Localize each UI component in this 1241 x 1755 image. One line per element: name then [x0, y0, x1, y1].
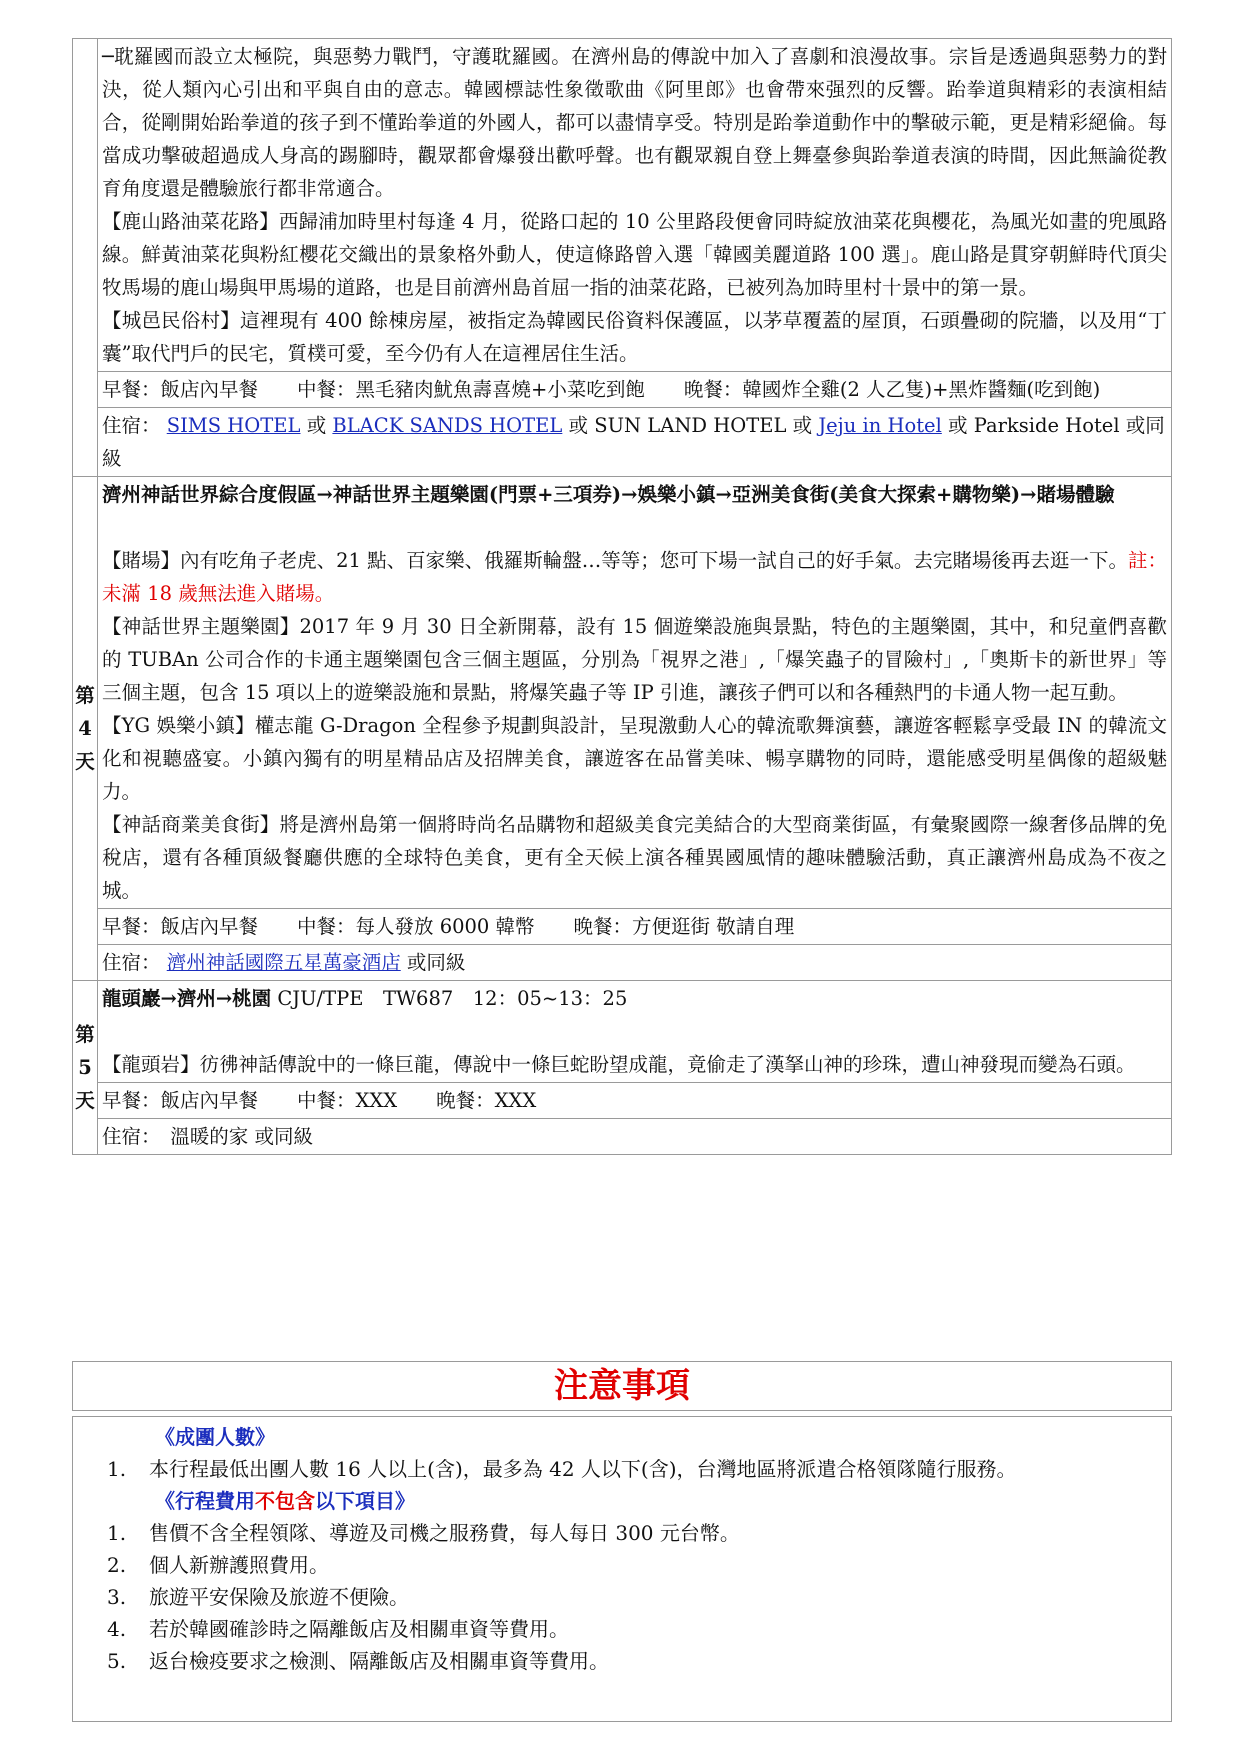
list-number: 3.: [107, 1585, 127, 1609]
day4-label-cell: [73, 477, 98, 981]
list-number: 1.: [107, 1521, 127, 1545]
day5-route-line: [102, 982, 1167, 1015]
list-text: 旅遊平安保險及旅遊不便險。: [149, 1585, 409, 1609]
list-text: 若於韓國確診時之隔離飯店及相關車資等費用。: [149, 1617, 569, 1641]
list-number: 4.: [107, 1617, 127, 1641]
hotel-suffix: 或 Parkside Hotel 或同級: [102, 414, 1165, 470]
hotel-link-black-sands[interactable]: BLACK SANDS HOTEL: [332, 414, 563, 437]
day4-label-char: 第: [75, 684, 95, 707]
day3-hotel: [98, 408, 1172, 477]
day5-label-char: 第: [75, 1023, 95, 1046]
day5-meals: 早餐：飯店內早餐 中餐：XXX 晚餐：XXX: [98, 1083, 1172, 1119]
list-item: [73, 1453, 1171, 1485]
list-number: 5.: [107, 1649, 127, 1673]
list-text: 售價不含全程領隊、導遊及司機之服務費，每人每日 300 元台幣。: [149, 1521, 740, 1545]
hotel-prefix: 住宿：: [102, 414, 161, 437]
day4-meals: 早餐：飯店內早餐 中餐：每人發放 6000 韓幣 晚餐：方便逛街 敬請自理: [98, 909, 1172, 945]
day3-label-cell: [73, 39, 98, 477]
list-item: [73, 1581, 1171, 1613]
group-size-heading: 《成團人數》: [155, 1425, 275, 1449]
day4-paragraph-casino: [102, 544, 1167, 610]
list-item: [73, 1517, 1171, 1549]
itinerary-table: [72, 38, 1172, 1155]
day3-paragraph-folk-village: 【城邑民俗村】這裡現有 400 餘棟房屋，被指定為韓國民俗資料保護區，以茅草覆蓋的屋頂，石頭疊砌的院牆，以及用“丁囊”取代門戶的民宅，質樸可愛，至今仍有人在這裡居住生活。: [102, 309, 1167, 365]
day5-content-cell: [98, 981, 1172, 1083]
list-number: 1.: [107, 1457, 127, 1481]
day3-meals-row: [73, 372, 1172, 408]
day4-hotel: [98, 945, 1172, 981]
day5-hotel: 住宿： 溫暖的家 或同級: [98, 1119, 1172, 1155]
heading-part: 以下項目》: [315, 1489, 415, 1513]
day5-meals-row: [73, 1083, 1172, 1119]
notice-body: [72, 1416, 1172, 1722]
list-text: 個人新辦護照費用。: [149, 1553, 329, 1577]
list-item: [73, 1549, 1171, 1581]
hotel-prefix: 住宿：: [102, 951, 161, 974]
spacer: [102, 511, 1167, 544]
day5-label-cell: [73, 981, 98, 1155]
list-number: 2.: [107, 1553, 127, 1577]
heading-part: 《行程費用: [155, 1489, 255, 1513]
day4-content-row: [73, 477, 1172, 909]
hotel-separator: 或: [300, 414, 333, 437]
casino-age-note: 註：未滿 18 歲無法進入賭場。: [102, 549, 1167, 605]
group-size-list: [73, 1453, 1171, 1485]
day3-content-row: [73, 39, 1172, 372]
itinerary-page: [72, 38, 1172, 1155]
notice-title: 注意事項: [72, 1361, 1172, 1411]
excluded-costs-heading: [155, 1485, 1171, 1517]
hotel-link-sims[interactable]: SIMS HOTEL: [166, 414, 301, 437]
day4-label-num: 4: [78, 717, 92, 740]
day3-paragraph-canola-road: 【鹿山路油菜花路】西歸浦加時里村每逢 4 月，從路口起的 10 公里路段便會同時綻放油菜花與櫻花，為風光如畫的兜風路線。鮮黃油菜花與粉紅櫻花交織出的景象格外動人，使這條路曾入選「韓國美麗道路 100 選」。鹿山路是貫穿朝鮮時代頂尖牧馬場的鹿山場與甲馬場的道路，也是目前濟州島首屈一指的油菜花路，已被列為加時里村十景中的第一景。: [102, 210, 1167, 299]
hotel-suffix: 或同級: [400, 951, 466, 974]
day4-content-cell: [98, 477, 1172, 909]
day5-route: 龍頭巖→濟州→桃園: [102, 987, 272, 1010]
list-text: 本行程最低出團人數 16 人以上(含)，最多為 42 人以下(含)，台灣地區將派遣合格領隊隨行服務。: [149, 1457, 1017, 1481]
day5-paragraph-dragon-rock: 【龍頭岩】彷彿神話傳說中的一條巨龍，傳說中一條巨蛇盼望成龍，竟偷走了漢拏山神的珍珠，遭山神發現而變為石頭。: [102, 1053, 1136, 1076]
day5-hotel-row: [73, 1119, 1172, 1155]
day5-content-row: [73, 981, 1172, 1083]
day5-label-char: 天: [75, 1089, 95, 1112]
day3-meals: 早餐：飯店內早餐 中餐：黑毛豬肉魷魚壽喜燒+小菜吃到飽 晚餐：韓國炸全雞(2 人乙隻)+黑炸醬麵(吃到飽): [98, 372, 1172, 408]
day5-flight: CJU/TPE TW687 12：05~13：25: [271, 987, 628, 1010]
day4-route: 濟州神話世界綜合度假區→神話世界主題樂園(門票+三項券)→娛樂小鎮→亞洲美食街(美食大探索+購物樂)→賭場體驗: [102, 483, 1115, 506]
day4-hotel-row: [73, 945, 1172, 981]
day4-paragraph-yg-town: 【YG 娛樂小鎮】權志龍 G-Dragon 全程參予規劃與設計，呈現激動人心的韓流歌舞演藝，讓遊客輕鬆享受最 IN 的韓流文化和視聽盛宴。小鎮內獨有的明星精品店及招牌美食，讓遊客在品嘗美味、暢享購物的同時，還能感受明星偶像的超級魅力。: [102, 714, 1167, 803]
hotel-link-marriott[interactable]: 濟州神話國際五星萬豪酒店: [166, 951, 401, 974]
list-item: [73, 1645, 1171, 1677]
day3-content-cell: [98, 39, 1172, 372]
day4-paragraph-theme-park: 【神話世界主題樂園】2017 年 9 月 30 日全新開幕，設有 15 個遊樂設施與景點，特色的主題樂園，其中，和兒童們喜歡的 TUBAn 公司合作的卡通主題樂園包含三個主題區，分別為「視界之港」,「爆笑蟲子的冒險村」,「奧斯卡的新世界」等三個主題，包含 15 項以上的遊樂設施和景點，將爆笑蟲子等 IP 引進，讓孩子們可以和各種熱門的卡通人物一起互動。: [102, 615, 1167, 704]
day5-label-num: 5: [78, 1056, 92, 1079]
hotel-link-jeju-in[interactable]: Jeju in Hotel: [818, 414, 942, 437]
hotel-separator: 或 SUN LAND HOTEL 或: [562, 414, 819, 437]
day4-meals-row: [73, 909, 1172, 945]
day3-continued-paragraph: ─耽羅國而設立太極院，與惡勢力戰鬥，守護耽羅國。在濟州島的傳說中加入了喜劇和浪漫故事。宗旨是透過與惡勢力的對決，從人類內心引出和平與自由的意志。韓國標誌性象徵歌曲《阿里郎》也會帶來强烈的反響。跆拳道與精彩的表演相結合，從剛開始跆拳道的孩子到不懂跆拳道的外國人，都可以盡情享受。特別是跆拳道動作中的擊破示範，更是精彩絕倫。每當成功擊破超過成人身高的踢腳時，觀眾都會爆發出歡呼聲。也有觀眾親自登上舞臺參與跆拳道表演的時間，因此無論從教育角度還是體驗旅行都非常適合。: [102, 45, 1167, 200]
day4-label-char: 天: [75, 750, 95, 773]
day4-paragraph-food-street: 【神話商業美食街】將是濟州島第一個將時尚名品購物和超級美食完美結合的大型商業街區，有彙聚國際一線奢侈品牌的免稅店，還有各種頂級餐廳供應的全球特色美食，更有全天候上演各種異國風情的趣味體驗活動，真正讓濟州島成為不夜之城。: [102, 813, 1167, 902]
excluded-costs-list: [73, 1517, 1171, 1677]
day3-hotel-row: [73, 408, 1172, 477]
heading-part-red: 不包含: [255, 1489, 315, 1513]
list-text: 返台檢疫要求之檢測、隔離飯店及相關車資等費用。: [149, 1649, 609, 1673]
spacer: [102, 1015, 1167, 1048]
list-item: [73, 1613, 1171, 1645]
casino-text: 【賭場】內有吃角子老虎、21 點、百家樂、俄羅斯輪盤…等等；您可下場一試自己的好手氣。去完賭場後再去逛一下。: [102, 549, 1128, 572]
